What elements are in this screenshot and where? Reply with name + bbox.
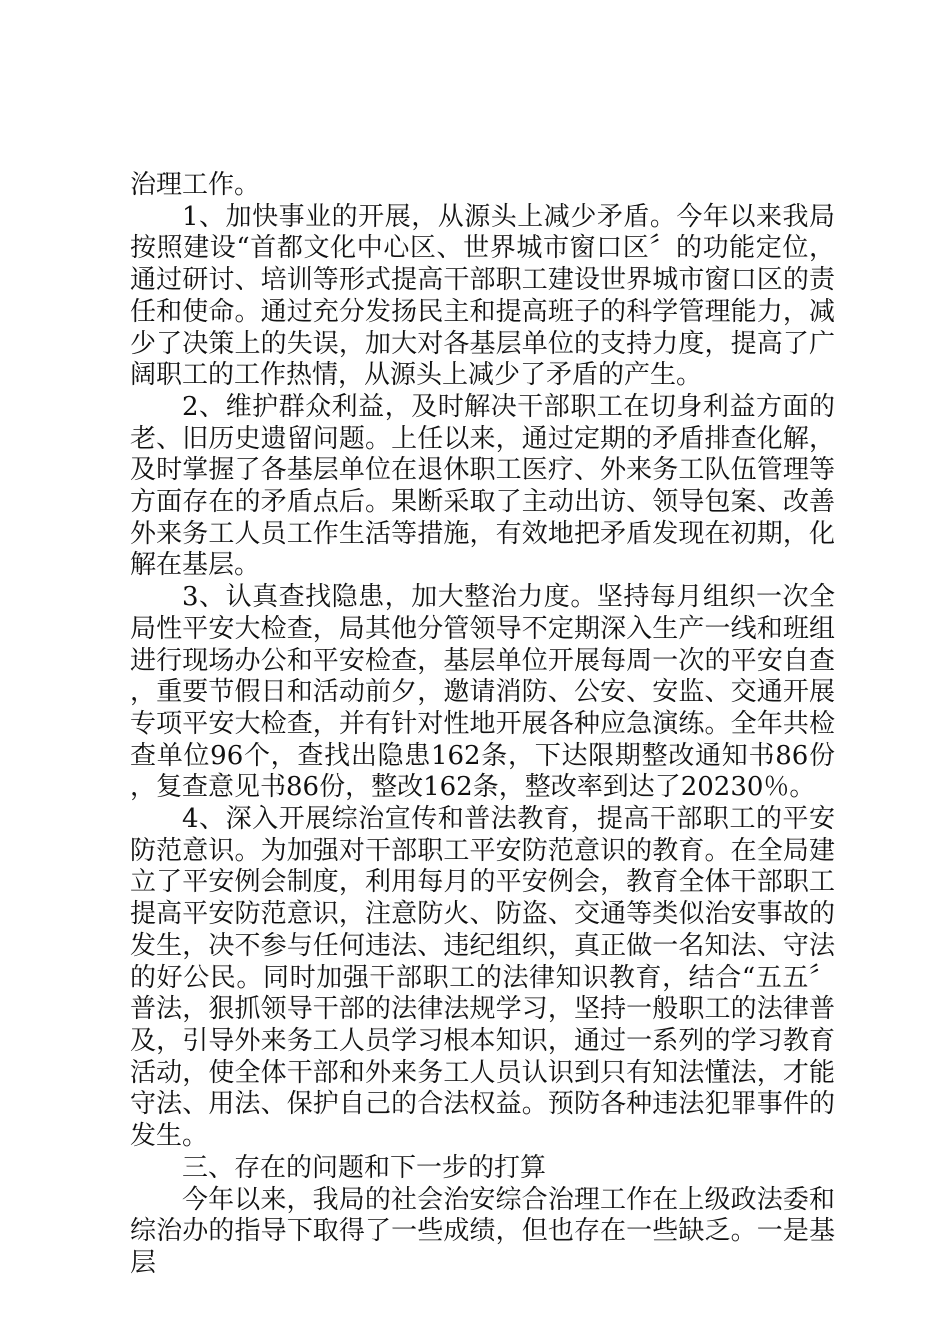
- paragraph-section-intro: 今年以来，我局的社会治安综合治理工作在上级政法委和综治办的指导下取得了一些成绩，但也存在一些缺乏。一是基层: [130, 1184, 835, 1278]
- paragraph-continuation: 治理工作。: [130, 170, 261, 200]
- paragraph-item-3: 3、认真查找隐患，加大整治力度。坚持每月组织一次全局性平安大检查，局其他分管领导不定期深入生产一线和班组进行现场办公和平安检查，基层单位开展每周一次的平安自查，重要节假日和活动前夕，邀请消防、公安、安监、交通开展专项平安大检查，并有针对性地开展各种应急演练。全年共检查单位96个，查找出隐患162条，下达限期整改通知书86份，复查意见书86份，整改162条，整改率到达了20230％。: [130, 582, 835, 803]
- paragraph-item-2: 2、维护群众利益，及时解决干部职工在切身利益方面的老、旧历史遗留问题。上任以来，通过定期的矛盾排查化解，及时掌握了各基层单位在退休职工医疗、外来务工队伍管理等方面存在的矛盾点后。果断采取了主动出访、领导包案、改善外来务工人员工作生活等措施，有效地把矛盾发现在初期，化解在基层。: [130, 391, 835, 581]
- paragraph-item-4: 4、深入开展综治宣传和普法教育，提高干部职工的平安防范意识。为加强对干部职工平安防范意识的教育。在全局建立了平安例会制度，利用每月的平安例会，教育全体干部职工提高平安防范意识，注意防火、防盗、交通等类似治安事故的发生，决不参与任何违法、违纪组织，真正做一名知法、守法的好公民。同时加强干部职工的法律知识教育，结合“五五〞普法，狠抓领导干部的法律法规学习，坚持一般职工的法律普及，引导外来务工人员学习根本知识，通过一系列的学习教育活动，使全体干部和外来务工人员认识到只有知法懂法，才能守法、用法、保护自己的合法权益。预防各种违法犯罪事件的发生。: [130, 804, 835, 1152]
- section-heading: 三、存在的问题和下一步的打算: [182, 1152, 547, 1183]
- document-body: [130, 170, 835, 1280]
- paragraph-item-1: 1、加快事业的开展，从源头上减少矛盾。今年以来我局按照建设“首都文化中心区、世界城市窗口区〞的功能定位，通过研讨、培训等形式提高干部职工建设世界城市窗口区的责任和使命。通过充分发扬民主和提高班子的科学管理能力，减少了决策上的失误，加大对各基层单位的支持力度，提高了广阔职工的工作热情，从源头上减少了矛盾的产生。: [130, 201, 835, 391]
